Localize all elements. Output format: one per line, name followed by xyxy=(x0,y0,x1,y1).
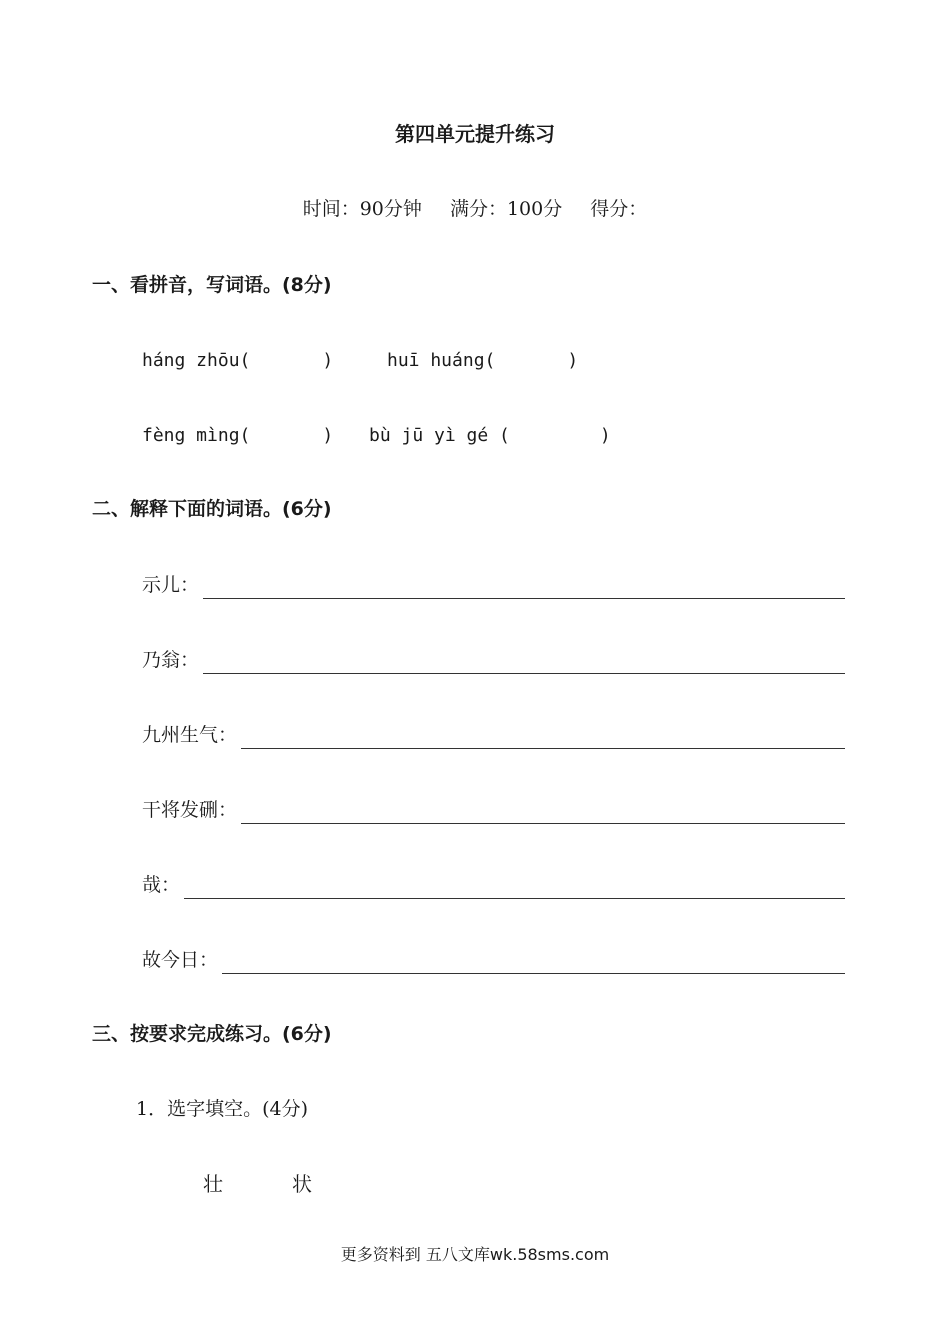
section-1-heading: 一、看拼音，写词语。(8分) xyxy=(92,274,332,296)
word-label: 示儿： xyxy=(142,574,200,596)
answer-line[interactable] xyxy=(241,822,845,824)
answer-line[interactable] xyxy=(222,972,845,974)
pinyin-item-huihuang: huī huáng( ) xyxy=(387,350,579,371)
time-info: 时间：90分钟 xyxy=(302,198,422,220)
pinyin-item-bujuyige: bù jū yì gé ( ) xyxy=(369,425,611,446)
word-row-jiuzhou xyxy=(142,720,845,747)
page-title: 第四单元提升练习 xyxy=(395,122,555,146)
word-label: 乃翁： xyxy=(142,649,200,671)
section-3-heading: 三、按要求完成练习。(6分) xyxy=(92,1023,332,1045)
answer-line[interactable] xyxy=(184,897,845,899)
word-row-gujinri xyxy=(142,945,845,972)
choice-zhuang-strong: 壮 xyxy=(203,1172,223,1196)
word-row-naiweng xyxy=(142,645,845,672)
full-score-info: 满分：100分 xyxy=(449,198,563,220)
pinyin-item-fengming: fèng mìng( ) xyxy=(142,425,334,446)
word-label: 干将发硎： xyxy=(142,799,238,821)
word-row-shier xyxy=(142,570,845,597)
answer-line[interactable] xyxy=(241,747,845,749)
word-label: 哉： xyxy=(142,874,181,896)
word-label: 九州生气： xyxy=(142,724,238,746)
footer-watermark: 更多资料到 五八文库wk.58sms.com xyxy=(340,1245,610,1264)
choice-zhuang-shape: 状 xyxy=(292,1172,312,1196)
section-2-heading: 二、解释下面的词语。(6分) xyxy=(92,498,332,520)
sub-question-1: 1．选字填空。(4分) xyxy=(136,1098,309,1120)
exam-meta xyxy=(0,194,950,221)
word-label: 故今日： xyxy=(142,949,219,971)
word-row-ganjiang xyxy=(142,795,845,822)
score-field: 得分： xyxy=(590,198,648,220)
pinyin-item-hangzhou: háng zhōu( ) xyxy=(142,350,334,371)
answer-line[interactable] xyxy=(203,597,845,599)
word-row-zai xyxy=(142,870,845,897)
answer-line[interactable] xyxy=(203,672,845,674)
